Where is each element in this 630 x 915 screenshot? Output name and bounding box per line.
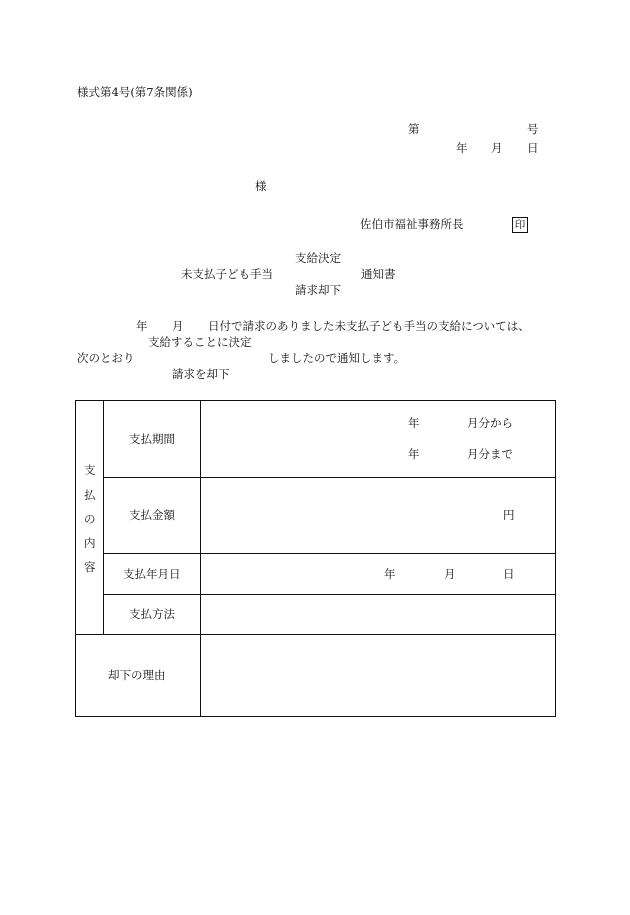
- body-prefix: 次のとおり: [77, 351, 135, 365]
- table-row-line-3: [103, 594, 556, 595]
- payment-date-month: 月: [444, 567, 456, 581]
- table-divider-group: [103, 400, 104, 635]
- body-option-reject: 請求を却下: [172, 367, 230, 381]
- rejection-reason-label: 却下の理由: [108, 668, 166, 682]
- notice-suffix: 通知書: [361, 267, 396, 281]
- payment-date-year: 年: [384, 567, 396, 581]
- table-border-right: [555, 400, 556, 717]
- payment-date-label: 支払年月日: [123, 567, 181, 581]
- amount-unit: 円: [503, 508, 515, 522]
- period-from-year: 年: [408, 416, 420, 430]
- date-day: 日: [527, 141, 539, 155]
- table-border-top: [75, 400, 556, 401]
- date-month: 月: [491, 141, 503, 155]
- table-border-left: [75, 400, 76, 717]
- payment-date-day: 日: [503, 567, 515, 581]
- period-to-month: 月分まで: [467, 447, 513, 461]
- group-label-char: の: [84, 512, 96, 526]
- period-to-year: 年: [408, 447, 420, 461]
- amount-label: 支払金額: [129, 508, 175, 522]
- group-label-char: 払: [84, 488, 96, 502]
- table-row-line-2: [103, 553, 556, 554]
- body-month: 月: [172, 319, 184, 333]
- notice-option-approve: 支給決定: [295, 251, 341, 265]
- addressee-suffix: 様: [255, 179, 267, 193]
- body-line1: 日付で請求のありました未支払子ども手当の支給については、: [208, 319, 530, 333]
- table-row-line-1: [103, 477, 556, 478]
- period-from-month: 月分から: [467, 416, 513, 430]
- seal-box: 印: [512, 217, 528, 233]
- group-label-char: 内: [84, 536, 96, 550]
- notice-option-reject: 請求却下: [295, 283, 341, 297]
- body-option-approve: 支給することに決定: [148, 335, 252, 349]
- issuer-name: 佐伯市福祉事務所長: [360, 217, 464, 231]
- table-border-bottom: [75, 716, 556, 717]
- body-year: 年: [136, 319, 148, 333]
- period-label: 支払期間: [129, 432, 175, 446]
- table-row-line-4: [75, 634, 556, 635]
- document-number-prefix: 第: [408, 122, 420, 136]
- notice-subject: 未支払子ども手当: [181, 267, 273, 281]
- date-year: 年: [456, 141, 468, 155]
- payment-method-label: 支払方法: [129, 607, 175, 621]
- table-divider-label: [200, 400, 201, 717]
- form-number: 様式第4号(第7条関係): [77, 85, 193, 99]
- document-number-suffix: 号: [527, 122, 539, 136]
- body-suffix: しましたので通知します。: [268, 351, 406, 365]
- group-label-char: 支: [84, 463, 96, 477]
- group-label-char: 容: [84, 560, 96, 574]
